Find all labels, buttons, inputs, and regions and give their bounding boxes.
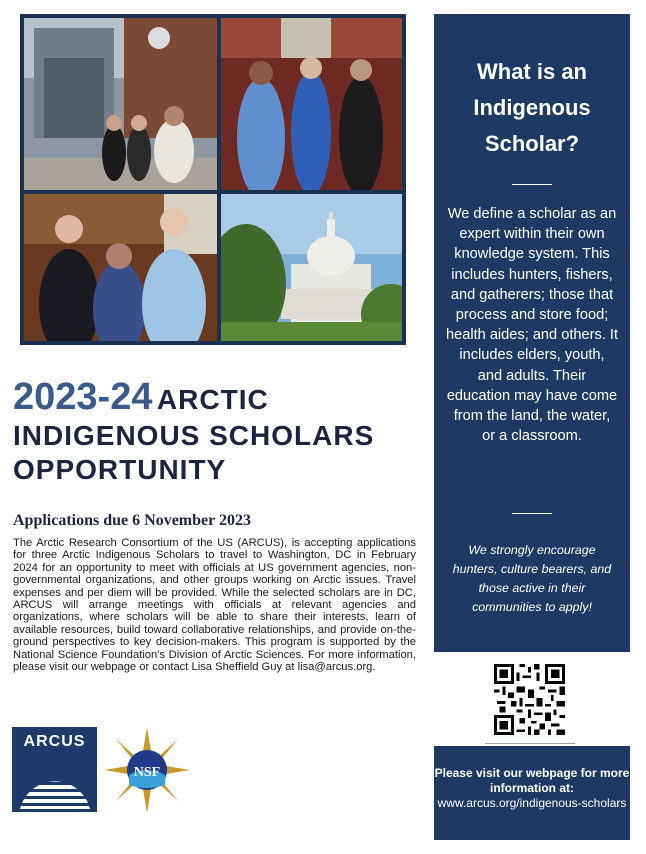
visit-webpage-box [434, 746, 630, 840]
sidebar-divider-top [512, 184, 552, 185]
photo-three-people [24, 194, 217, 341]
qr-code-icon[interactable] [494, 664, 565, 735]
photo-collage [20, 14, 406, 345]
arcus-horizon-icon [12, 727, 97, 812]
photo-capitol-building [221, 194, 402, 341]
visit-heading: Please visit our webpage for more information at: [434, 766, 630, 795]
sidebar-title: What is an Indigenous Scholar? [473, 59, 591, 156]
arcus-logo-text: ARCUS [23, 733, 86, 750]
photo-building-group [24, 18, 217, 190]
visit-url-link[interactable]: www.arcus.org/indigenous-scholars [437, 796, 627, 810]
sidebar-divider-bottom [512, 513, 552, 514]
arcus-logo [12, 727, 97, 812]
sidebar-encouragement: We strongly encourage hunters, culture bearers, and those active in their communities to apply! [452, 543, 612, 614]
sidebar-panel [434, 14, 630, 652]
headline-year: 2023-24 [13, 376, 153, 418]
headline-arctic: ARCTIC [156, 384, 269, 415]
sidebar-definition: We define a scholar as an expert within their own knowledge system. This includes hunters, fishers, and gatherers; those that process and store food; health aides; and others. It includes elders, youth, and adults. Their education may have come from the land, the water, or a classroom. [446, 206, 618, 445]
program-description: The Arctic Research Consortium of the US (ARCUS), is accepting applications for three Arctic Indigenous Scholars to travel to Washington, DC in February 2024 for an opportunity to meet with officials at US government agencies, non-governmental organizations, and other groups working on Arctic issues. Travel expenses and per diem will be provided. While the selected scholars are in DC, ARCUS will arrange meetings with officials at relevant agencies and organizations, where scholars will be able to share their interests, learn of available resources, build toward collaborative relationships, and provide on-the-ground perspectives to key decision-makers. This program is supported by the National Science Foundation's Division of Arctic Sciences. For more information, please visit our webpage or contact Lisa Sheffield Guy at lisa@arcus.org. [13, 537, 416, 674]
photo-office-group [221, 18, 402, 190]
application-deadline: Applications due 6 November 2023 [13, 512, 251, 529]
headline [13, 378, 413, 484]
nsf-logo-text: NSF [133, 765, 161, 780]
qr-divider [485, 743, 575, 744]
nsf-logo [104, 727, 190, 813]
headline-line3: OPPORTUNITY [13, 454, 227, 485]
headline-line2: INDIGENOUS SCHOLARS [13, 420, 375, 451]
